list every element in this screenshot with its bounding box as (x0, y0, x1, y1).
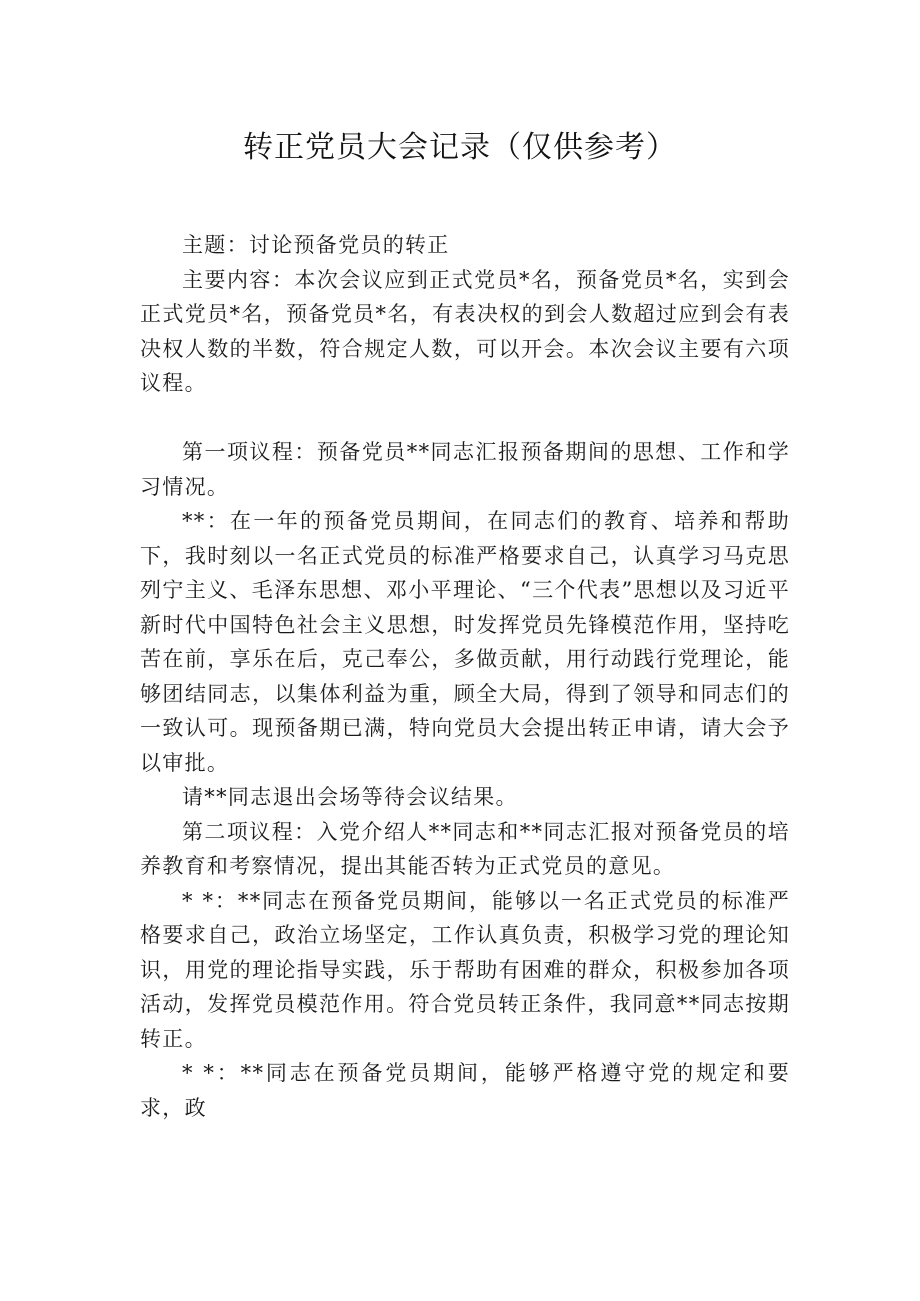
paragraph-agenda-1: 第一项议程：预备党员**同志汇报预备期间的思想、工作和学习情况。 (140, 440, 790, 499)
paragraph-introducer-1: * *：**同志在预备党员期间，能够以一名正式党员的标准严格要求自己，政治立场坚定，工作认真负责，积极学习党的理论知识，用党的理论指导实践，乐于帮助有困难的群众，积极参加各项活动，发挥党员模范作用。符合党员转正条件，我同意**同志按期转正。 (140, 888, 790, 1051)
paragraph-exit-notice: 请**同志退出会场等待会议结果。 (182, 785, 518, 809)
document-body (140, 228, 790, 1125)
document-title: 转正党员大会记录（仅供参考） (243, 130, 677, 165)
paragraph-agenda-2: 第二项议程：入党介绍人**同志和**同志汇报对预备党员的培养教育和考察情况，提出其能否转为正式党员的意见。 (140, 819, 790, 878)
paragraph-introducer-2: * *：**同志在预备党员期间，能够严格遵守党的规定和要求，政 (140, 1061, 790, 1120)
paragraph-topic: 主题：讨论预备党员的转正 (182, 233, 450, 257)
paragraph-report: **：在一年的预备党员期间，在同志们的教育、培养和帮助下，我时刻以一名正式党员的标准严格要求自己，认真学习马克思列宁主义、毛泽东思想、邓小平理论、“三个代表”思想以及习近平新时代中国特色社会主义思想，时发挥党员先锋模范作用，坚持吃苦在前，享乐在后，克己奉公，多做贡献，用行动践行党理论，能够团结同志，以集体利益为重，顾全大局，得到了领导和同志们的一致认可。现预备期已满，特向党员大会提出转正申请，请大会予以审批。 (140, 509, 790, 775)
paragraph-main-content: 主要内容：本次会议应到正式党员*名，预备党员*名，实到会正式党员*名，预备党员*名，有表决权的到会人数超过应到会有表决权人数的半数，符合规定人数，可以开会。本次会议主要有六项议程。 (140, 267, 790, 395)
